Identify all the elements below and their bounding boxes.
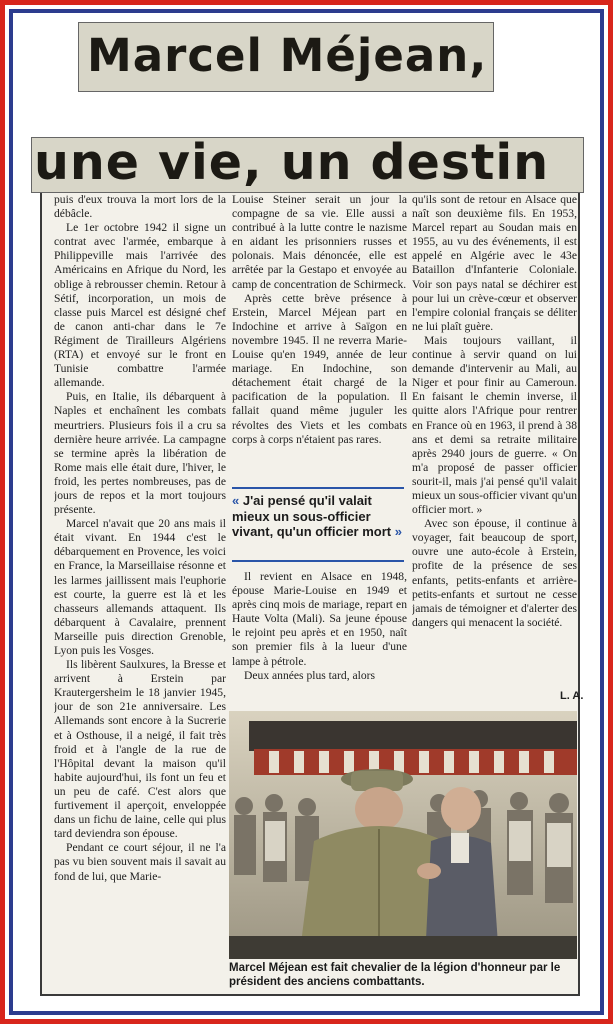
paragraph: puis d'eux trouva la mort lors de la débâcle.: [54, 193, 226, 221]
paragraph: Deux années plus tard, alors: [244, 668, 376, 682]
paragraph: Puis, en Italie, ils débarquent à Naples et enchaînent les combats meurtriers. Plusieurs fois il a cru sa dernière heure arrivée. La campagne se termine après la libération de Rome mais elle était dure, l'hiver, le froid, les pertes nombreuses, pas de jours de repos et la mort toujours présente.: [54, 390, 226, 517]
paragraph: Mais toujours vaillant, il continue à servir quand on lui demande d'intervenir au Mali, au Niger et pour finir au Cameroun. En faisant le chemin inverse, il quitte alors l'Afrique pour rentrer en France où en 1963, il prend à 38 ans et demi sa retraite militaire après 2940 jours de guerre. « On m'a proposé de passer officier sourit-il, mais j'ai pensé qu'il valait mieux un sous-officier vivant qu'un officier mort. »: [412, 333, 577, 517]
pull-quote: [232, 493, 404, 540]
quote-rule-bottom: [232, 560, 404, 562]
article-column-3: [412, 193, 577, 693]
author-signature: L. A.: [560, 690, 584, 702]
pull-quote-text: J'ai pensé qu'il valait mieux un sous-officier vivant, qu'un officier mort: [232, 493, 392, 539]
paragraph: Louise Steiner serait un jour la compagne de sa vie. Elle aussi a contribué à la lutte contre le nazisme en aidant les prisonniers russes et polonais. Mais dénoncée, elle est arrêtée par la Gestapo et envoyée au camp de concentration de Schirmeck.: [232, 193, 407, 291]
photo-caption: Marcel Méjean est fait chevalier de la légion d'honneur par le président des anciens combattants.: [229, 962, 561, 988]
paragraph: Avec son épouse, il continue à voyager, fait beaucoup de sport, ouvre une auto-école à Erstein, profite de la présence de ses enfants, petits-enfants et arrière-petits-enfants et surtout ne cesse jamais de témoigner et d'alerter des dangers qui menacent la société.: [412, 517, 577, 629]
paragraph: Il revient en Alsace en 1948, épouse Marie-Louise en 1949 et après cinq mois de mariage, repart en Haute Volta (Mali). Sa jeune épouse le rejoint peu après et en 1950, naît son premier fils à la lueur d'une lampe à pétrole.: [232, 570, 407, 668]
headline-line1: Marcel Méjean,: [78, 22, 494, 92]
quote-open-mark: «: [232, 493, 240, 508]
photo-illustration: [229, 711, 577, 959]
article-column-2-bottom: [232, 570, 407, 700]
ceremony-photo: [229, 711, 577, 959]
headline-line2: une vie, un destin: [31, 137, 584, 193]
paragraph: qu'ils sont de retour en Alsace que naît son deuxième fils. En 1953, Marcel repart au Soudan mais en 1955, au vu des événements, il est appelé en Algérie avec le 43e Bataillon d'Infanterie Coloniale. Voir son pays natal se déchirer est pour lui un crève-cœur et observer l'empire colonial français se déliter ne lui plaît guère.: [412, 193, 577, 333]
paragraph: Ils libèrent Saulxures, la Bresse et arrivent à Erstein par Krautergersheim le 18 janvier 1945, jour de son 21e anniversaire. Les Allemands sont encore à la Sucrerie et à Osthouse, il a neigé, il fait très froid et à l'angle de la rue de l'Hôpital devant la maison qu'il habite aujourd'hui, ils font un feu et un peu de café. C'est alors que furtivement il aperçoit, enveloppée dans un fichu de laine, celle qui plus tard deviendra son épouse.: [54, 658, 226, 841]
article-column-2-top: [232, 193, 407, 485]
quote-rule-top: [232, 487, 404, 489]
paragraph: Après cette brève présence à Erstein, Marcel Méjean part en Indochine et arrive à Saïgon en novembre 1945. Il ne reverra Marie-Louise qu'en 1949, année de leur mariage. En Indochine, son détachement était chargé de la pacification de la population. Il fallait quand même juguler les révoltes des Viets et les combats corps à corps n'étaient pas rares.: [232, 291, 407, 446]
article-column-1: [54, 193, 226, 988]
paragraph: Marcel n'avait que 20 ans mais il était vivant. En 1944 c'est le débarquement en Provence, les voici en France, la Marseillaise résonne et les larmes jaillissent mais l'euphorie est courte, la guerre est là et les chasseurs allemands attaquent. Ils débarquent à Cavalaire, prennent Marseille puis direction Grenoble, Lyon puis les Vosges.: [54, 517, 226, 657]
paragraph: Pendant ce court séjour, il ne l'a pas vu bien souvent mais il savait au fond de lui, que Marie-: [54, 841, 226, 883]
paragraph: Le 1er octobre 1942 il signe un contrat avec l'armée, embarque à Philippeville mais l'arrivée des Américains en Afrique du Nord, les oblige à rebrousser chemin. Retour à Sétif, incorporation, un mois de classe puis Marcel est désigné chef de canon anti-char dans le 7e Régiment de Tirailleurs Algériens (RTA) et envoyé sur le front en Tunisie combattre l'armée allemande.: [54, 221, 226, 390]
quote-close-mark: »: [394, 524, 402, 539]
